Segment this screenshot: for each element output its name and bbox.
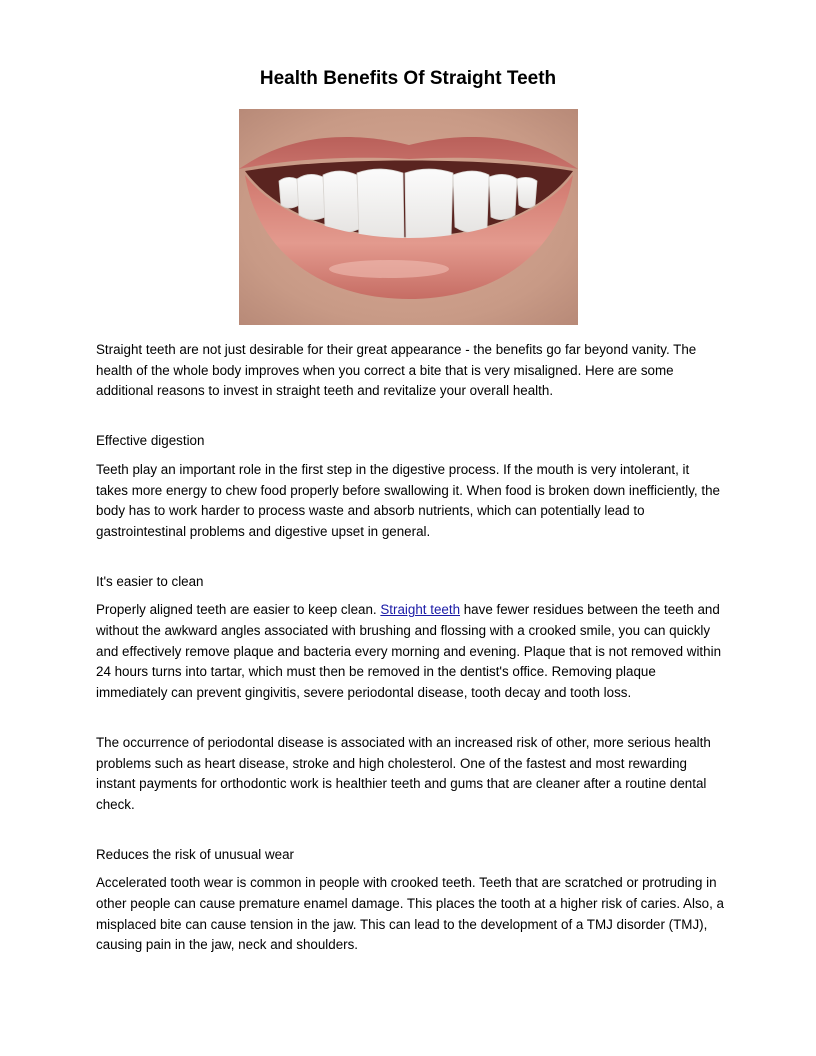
section-heading-wear: Reduces the risk of unusual wear (96, 846, 294, 862)
clean-text-before-link: Properly aligned teeth are easier to keep clean. (96, 602, 381, 618)
periodontal-paragraph: The occurrence of periodontal disease is associated with an increased risk of other, more serious health problems such as heart disease, stroke and high cholesterol. One of the fastest and most rewarding instant payments for orthodontic work is healthier teeth and gums that are cleaner after a routine dental check. (96, 734, 711, 812)
page-title: Health Benefits Of Straight Teeth (259, 68, 557, 89)
digestion-paragraph: Teeth play an important role in the first step in the digestive process. If the mouth is very intolerant, it takes more energy to chew food properly before swallowing it. When food is broken down inefficiently, the body has to work harder to process waste and absorb nutrients, which can potentially lead to gastrointestinal problems and digestive upset in general. (96, 461, 720, 539)
wear-paragraph: Accelerated tooth wear is common in people with crooked teeth. Teeth that are scratched or protruding in other people can cause premature enamel damage. This places the tooth at a higher risk of caries. Also, a misplaced bite can cause tension in the jaw. This can lead to the development of a TMJ disorder (TMJ), causing pain in the jaw, neck and shoulders. (96, 875, 724, 953)
smile-photo (239, 109, 578, 325)
intro-paragraph: Straight teeth are not just desirable for their great appearance - the benefits go far beyond vanity. The health of the whole body improves when you correct a bite that is very misaligned. Here are some additional reasons to invest in straight teeth and revitalize your overall health. (96, 342, 697, 399)
clean-text-after-link: have fewer residues between the teeth and without the awkward angles associated with brushing and flossing with a crooked smile, you can quickly and effectively remove plaque and bacteria every morning and evening. Plaque that is not removed within 24 hours turns into tartar, which must then be removed in the dentist's office. Removing plaque immediately can prevent gingivitis, severe periodontal disease, tooth decay and tooth loss. (96, 602, 722, 701)
straight-teeth-link[interactable]: Straight teeth (380, 602, 461, 618)
section-heading-clean: It's easier to clean (96, 573, 204, 589)
article-body (96, 340, 724, 956)
section-heading-digestion: Effective digestion (96, 433, 205, 449)
clean-paragraph (96, 600, 724, 704)
